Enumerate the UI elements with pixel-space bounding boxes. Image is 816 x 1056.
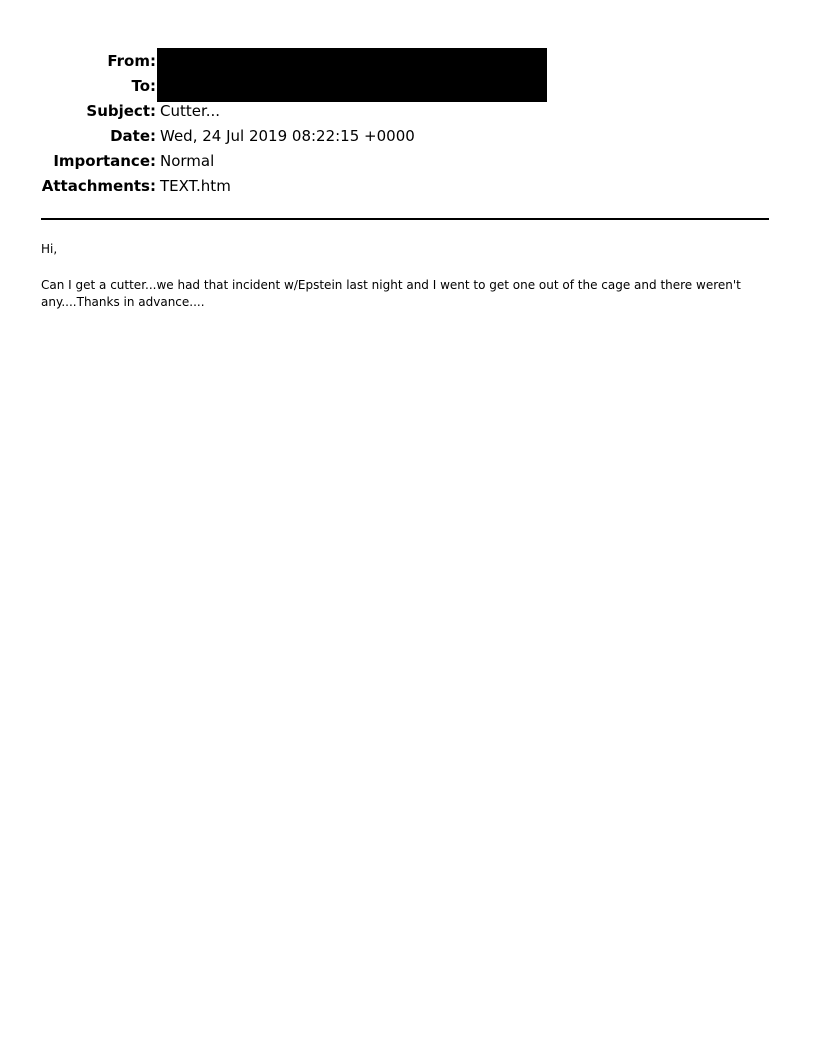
header-divider bbox=[41, 218, 769, 220]
subject-row bbox=[0, 99, 816, 124]
subject-value: Cutter... bbox=[160, 102, 221, 120]
importance-value: Normal bbox=[160, 152, 215, 170]
subject-label: Subject: bbox=[86, 102, 156, 120]
date-value: Wed, 24 Jul 2019 08:22:15 +0000 bbox=[160, 127, 415, 145]
importance-row bbox=[0, 149, 816, 174]
attachments-label: Attachments: bbox=[41, 177, 156, 195]
importance-label: Importance: bbox=[53, 152, 156, 170]
message-text: Can I get a cutter...we had that incident w/Epstein last night and I went to get one out of the cage and there weren't any....Thanks in advance.... bbox=[41, 278, 741, 309]
to-label: To: bbox=[131, 77, 156, 95]
date-label: Date: bbox=[110, 127, 156, 145]
greeting-text: Hi, bbox=[41, 242, 58, 256]
attachments-row bbox=[0, 174, 816, 199]
attachment-link[interactable]: TEXT.htm bbox=[160, 177, 231, 195]
redaction-box bbox=[157, 48, 547, 102]
email-body bbox=[41, 241, 741, 311]
date-row bbox=[0, 124, 816, 149]
from-label: From: bbox=[107, 52, 156, 70]
